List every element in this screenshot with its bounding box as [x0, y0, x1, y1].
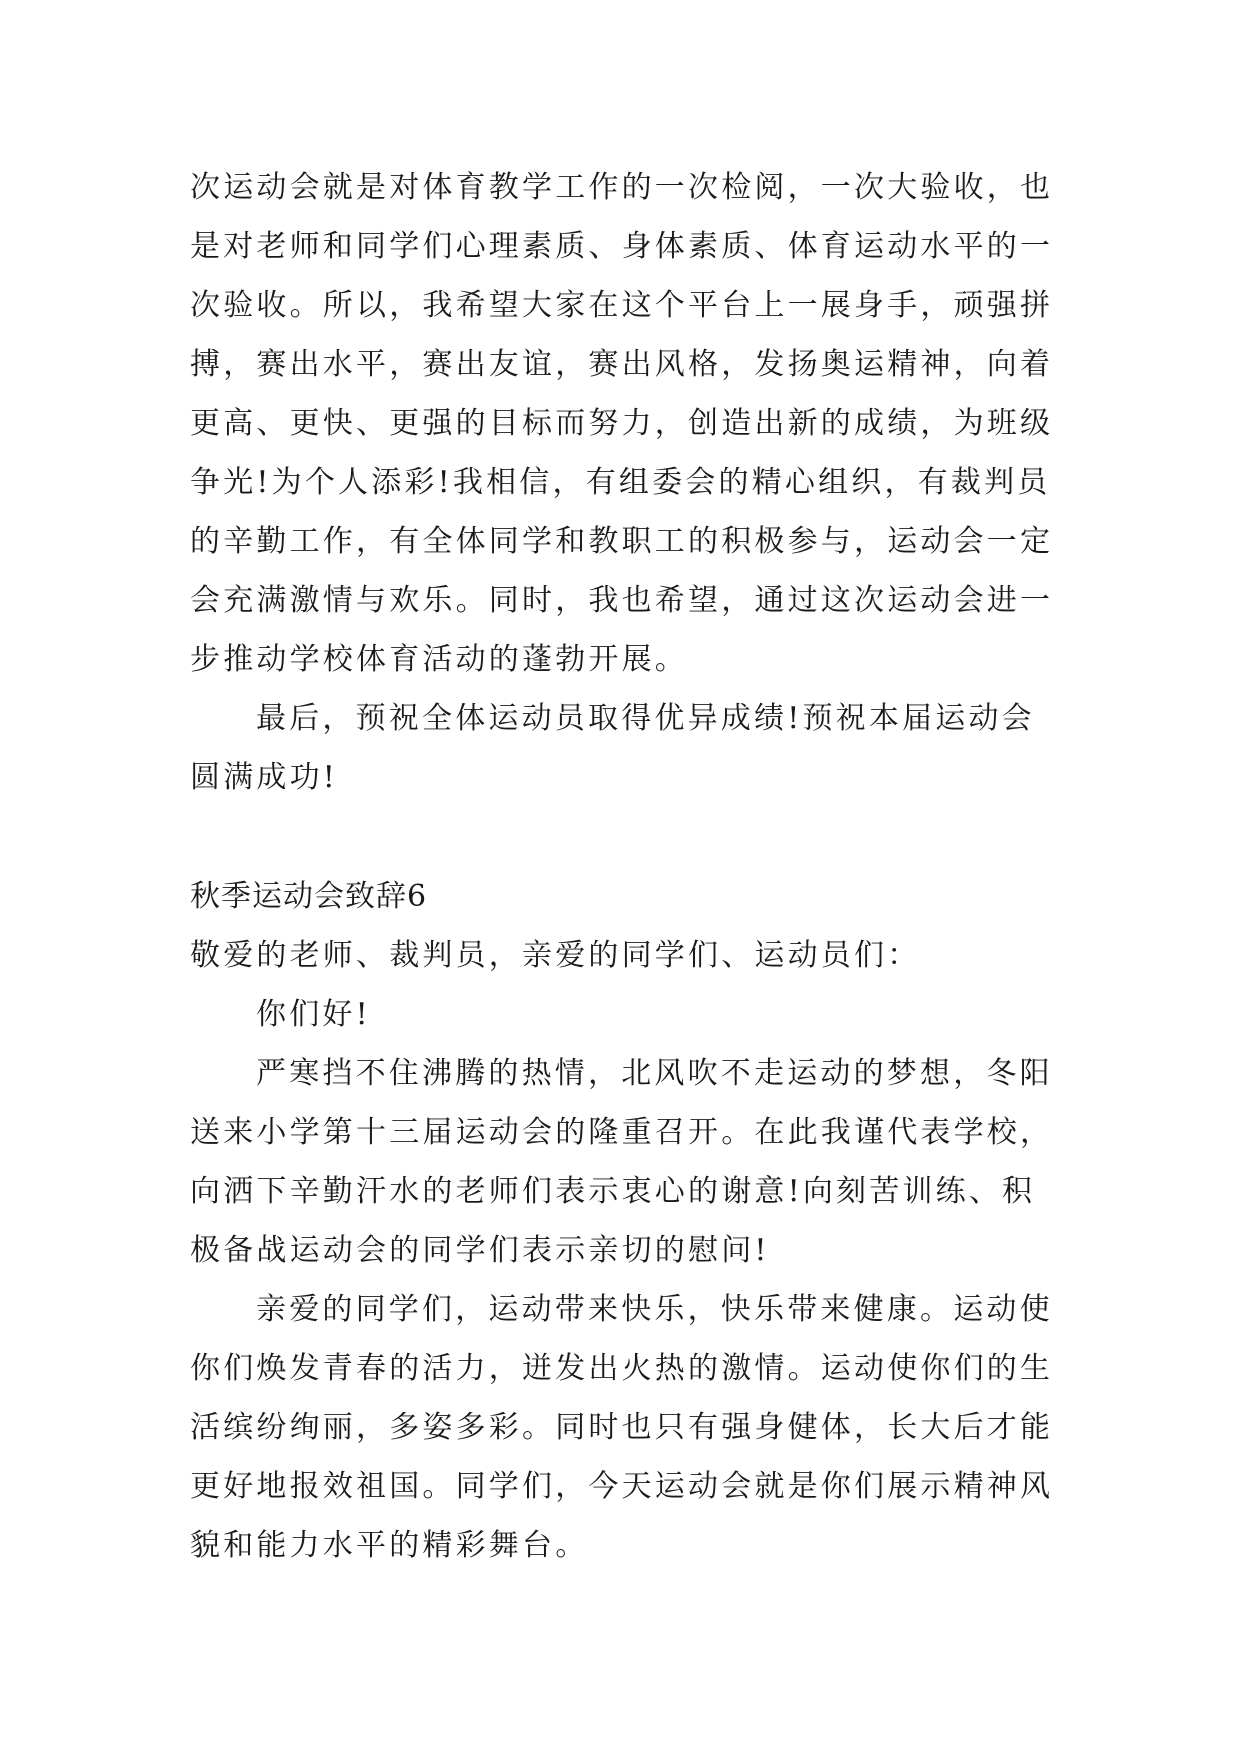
greeting-line: 你们好!	[256, 997, 371, 1032]
text-line-18: 向洒下辛勤汗水的老师们表示衷心的谢意!向刻苦训练、积	[190, 1174, 1036, 1209]
text-line-17: 送来小学第十三届运动会的隆重召开。在此我谨代表学校，	[190, 1115, 1054, 1150]
text-line-23: 更好地报效祖国。同学们，今天运动会就是你们展示精神风	[190, 1469, 1054, 1504]
salutation-line: 敬爱的老师、裁判员，亲爱的同学们、运动员们：	[190, 938, 921, 973]
text-line-7: 的辛勤工作，有全体同学和教职工的积极参与，运动会一定	[190, 524, 1054, 559]
text-line-5: 更高、更快、更强的目标而努力，创造出新的成绩，为班级	[190, 406, 1054, 441]
text-line-21: 你们焕发青春的活力，迸发出火热的激情。运动使你们的生	[190, 1351, 1054, 1386]
text-line-9: 步推动学校体育活动的蓬勃开展。	[190, 642, 688, 677]
section-title: 秋季运动会致辞6	[190, 879, 428, 914]
text-line-16: 严寒挡不住沸腾的热情，北风吹不走运动的梦想，冬阳	[256, 1056, 1053, 1091]
document-page	[190, 158, 1054, 1575]
text-line-24: 貌和能力水平的精彩舞台。	[190, 1528, 589, 1563]
text-line-4: 搏，赛出水平，赛出友谊，赛出风格，发扬奥运精神，向着	[190, 347, 1054, 382]
text-line-22: 活缤纷绚丽，多姿多彩。同时也只有强身健体，长大后才能	[190, 1410, 1054, 1445]
text-line-10: 最后，预祝全体运动员取得优异成绩!预祝本届运动会	[256, 701, 1035, 736]
section-gap	[190, 807, 1050, 867]
text-line-8: 会充满激情与欢乐。同时，我也希望，通过这次运动会进一	[190, 583, 1054, 618]
text-line-11: 圆满成功!	[190, 760, 339, 795]
text-line-3: 次验收。所以，我希望大家在这个平台上一展身手，顽强拼	[190, 288, 1054, 323]
text-line-19: 极备战运动会的同学们表示亲切的慰问!	[190, 1233, 770, 1268]
text-line-20: 亲爱的同学们，运动带来快乐，快乐带来健康。运动使	[256, 1292, 1053, 1327]
text-line-2: 是对老师和同学们心理素质、身体素质、体育运动水平的一	[190, 229, 1054, 264]
text-line-1: 次运动会就是对体育教学工作的一次检阅，一次大验收，也	[190, 170, 1054, 205]
text-line-6: 争光!为个人添彩!我相信，有组委会的精心组织，有裁判员	[190, 465, 1051, 500]
